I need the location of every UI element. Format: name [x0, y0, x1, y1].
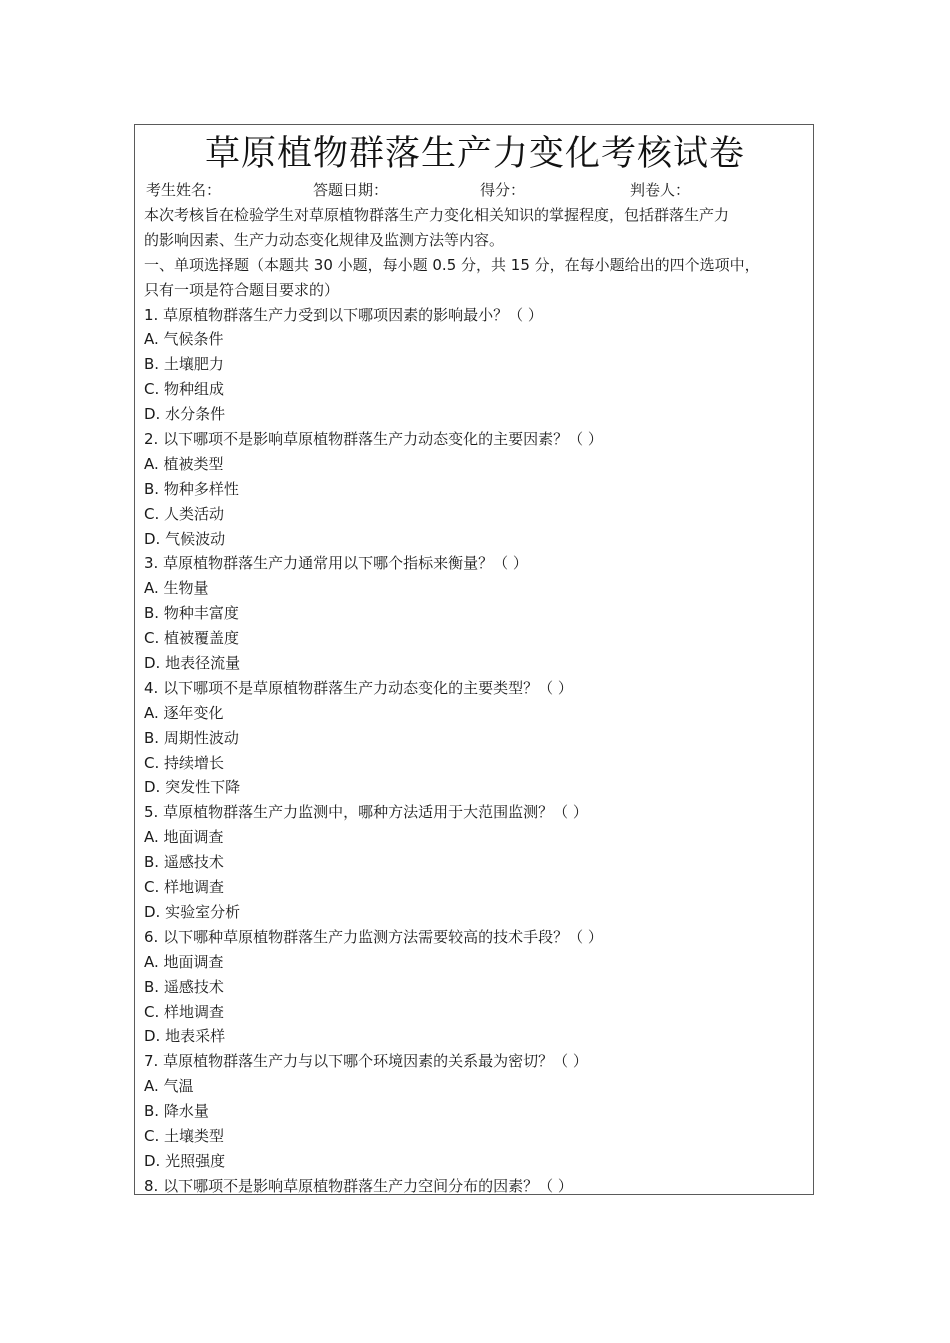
exam-info-row	[146, 178, 806, 202]
question-item	[144, 551, 810, 675]
answer-option: A. 植被类型	[144, 454, 224, 473]
question-item	[144, 303, 810, 427]
question-item	[144, 800, 810, 924]
answer-option: C. 植被覆盖度	[144, 629, 240, 648]
answer-option: C. 人类活动	[144, 504, 225, 523]
answer-option: D. 水分条件	[144, 405, 226, 424]
answer-option: A. 气温	[144, 1077, 194, 1096]
answer-option: A. 地面调查	[144, 828, 224, 847]
answer-option: B. 遥感技术	[144, 853, 224, 872]
question-stem: 3. 草原植物群落生产力通常用以下哪个指标来衡量？（ ）	[144, 554, 528, 573]
answer-option: A. 生物量	[144, 579, 209, 598]
date-label: 答题日期：	[313, 181, 389, 199]
answer-option: B. 土壤肥力	[144, 355, 224, 374]
question-item	[144, 925, 810, 1049]
question-stem: 5. 草原植物群落生产力监测中，哪种方法适用于大范围监测？（ ）	[144, 803, 588, 822]
answer-option: C. 土壤类型	[144, 1126, 225, 1145]
answer-option: B. 周期性波动	[144, 728, 239, 747]
answer-option: D. 地表采样	[144, 1027, 226, 1046]
question-item	[144, 1174, 810, 1199]
section-heading-line-2: 只有一项是符合题目要求的）	[144, 280, 340, 299]
answer-option: C. 样地调查	[144, 1002, 225, 1021]
answer-option: D. 突发性下降	[144, 778, 241, 797]
answer-option: D. 实验室分析	[144, 902, 241, 921]
question-stem: 7. 草原植物群落生产力与以下哪个环境因素的关系最为密切？（ ）	[144, 1052, 588, 1071]
grader-label: 判卷人：	[630, 181, 691, 199]
question-stem: 8. 以下哪项不是影响草原植物群落生产力空间分布的因素？（ ）	[144, 1176, 573, 1195]
answer-option: B. 遥感技术	[144, 977, 224, 996]
answer-option: D. 地表径流量	[144, 654, 241, 673]
answer-option: D. 气候波动	[144, 529, 226, 548]
section-heading-line-1: 一、单项选择题（本题共 30 小题，每小题 0.5 分，共 15 分，在每小题给出的四个选项中，	[144, 255, 760, 274]
exam-title: 草原植物群落生产力变化考核试卷	[204, 134, 745, 174]
question-list	[144, 303, 810, 1199]
score-label: 得分：	[480, 181, 526, 199]
question-item	[144, 427, 810, 551]
intro-line-2: 的影响因素、生产力动态变化规律及监测方法等内容。	[144, 230, 505, 249]
answer-option: B. 物种多样性	[144, 479, 239, 498]
answer-option: B. 物种丰富度	[144, 604, 239, 623]
answer-option: C. 物种组成	[144, 380, 225, 399]
question-stem: 6. 以下哪种草原植物群落生产力监测方法需要较高的技术手段？（ ）	[144, 927, 603, 946]
question-item	[144, 676, 810, 800]
answer-option: B. 降水量	[144, 1102, 209, 1121]
answer-option: D. 光照强度	[144, 1151, 226, 1170]
answer-option: A. 逐年变化	[144, 703, 224, 722]
question-stem: 2. 以下哪项不是影响草原植物群落生产力动态变化的主要因素？（ ）	[144, 430, 603, 449]
answer-option: A. 地面调查	[144, 952, 224, 971]
question-stem: 1. 草原植物群落生产力受到以下哪项因素的影响最小？（ ）	[144, 305, 543, 324]
question-stem: 4. 以下哪项不是草原植物群落生产力动态变化的主要类型？（ ）	[144, 678, 573, 697]
question-item	[144, 1049, 810, 1173]
exam-content	[144, 203, 810, 1199]
answer-option: C. 持续增长	[144, 753, 225, 772]
intro-line-1: 本次考核旨在检验学生对草原植物群落生产力变化相关知识的掌握程度，包括群落生产力	[144, 206, 730, 224]
name-label: 考生姓名：	[146, 181, 222, 199]
answer-option: C. 样地调查	[144, 878, 225, 897]
answer-option: A. 气候条件	[144, 330, 224, 349]
